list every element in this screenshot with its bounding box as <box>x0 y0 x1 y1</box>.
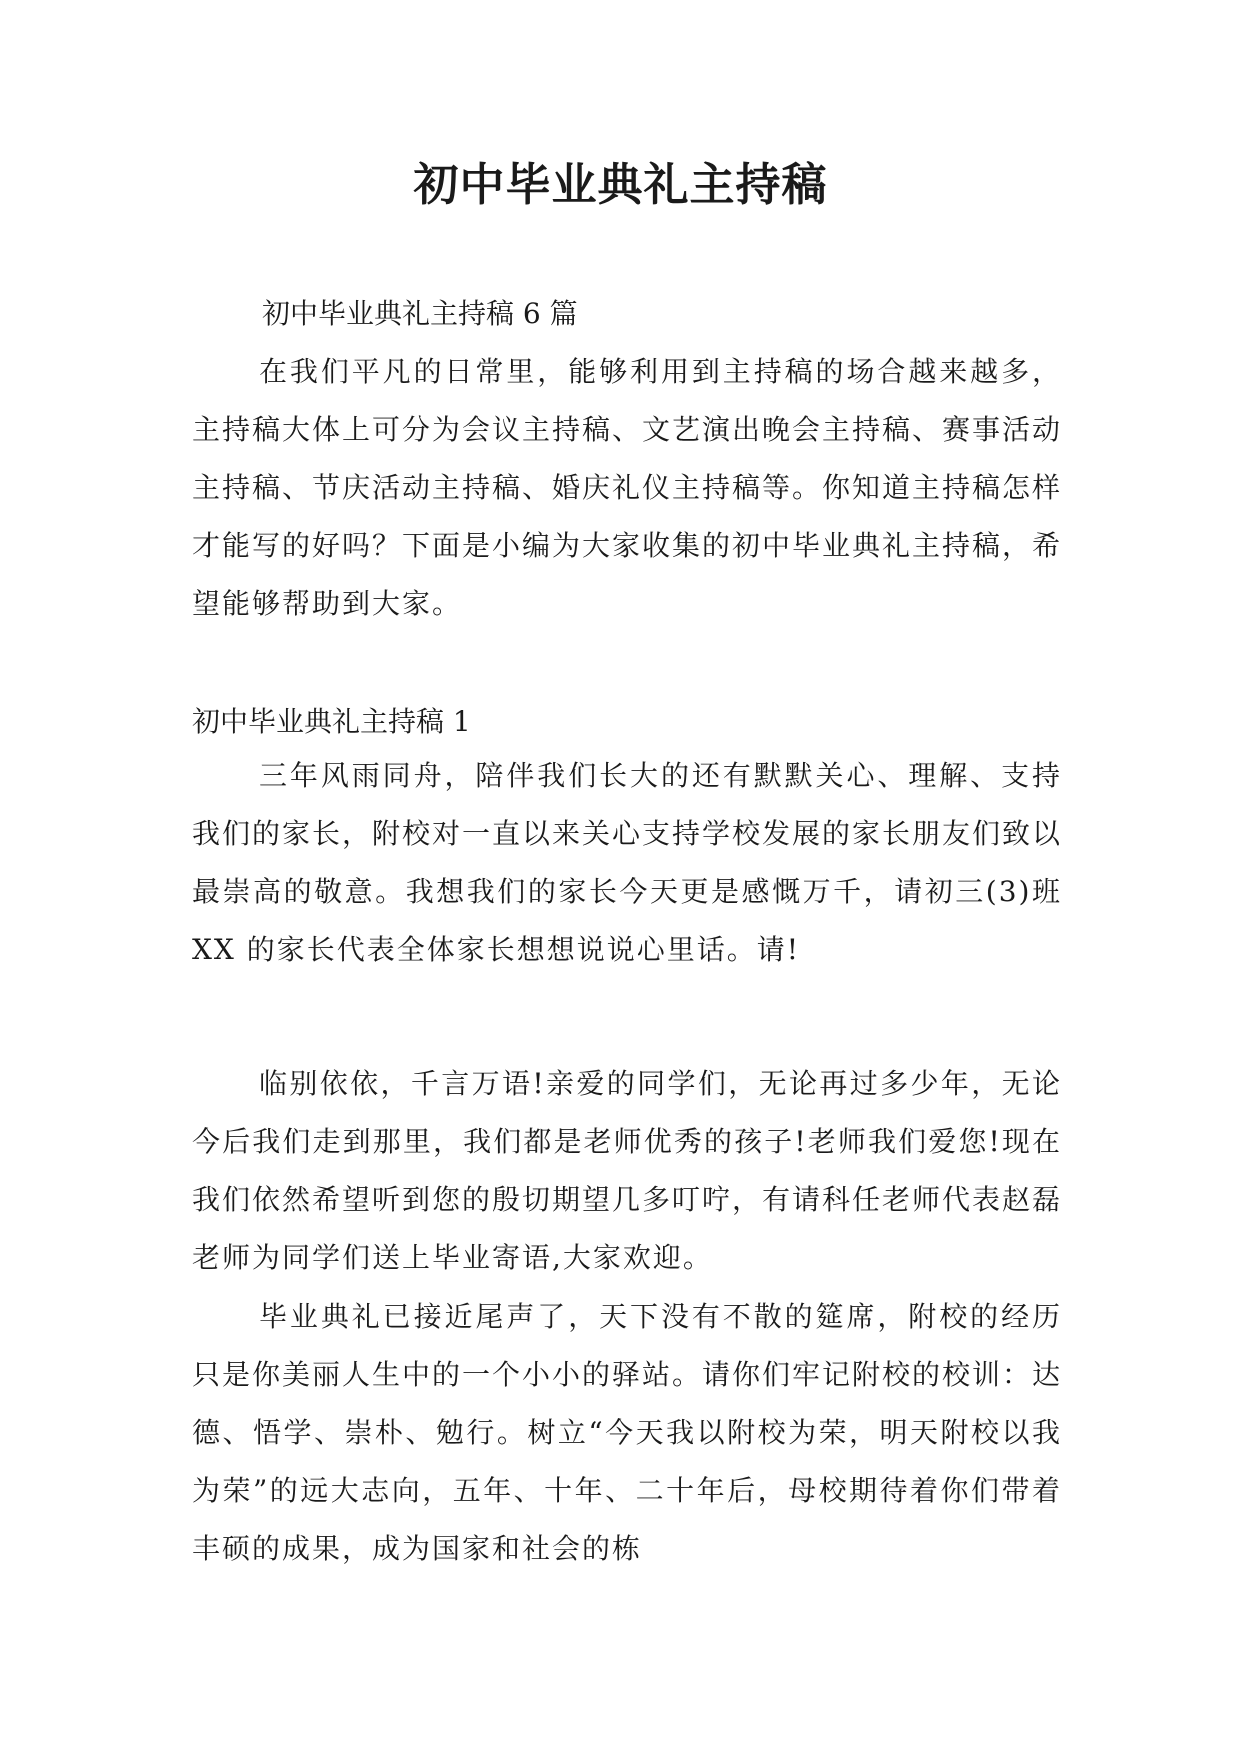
document-title: 初中毕业典礼主持稿 <box>413 158 828 211</box>
body-paragraph: 毕业典礼已接近尾声了，天下没有不散的筵席，附校的经历只是你美丽人生中的一个小小的驿站。请你们牢记附校的校训：达德、悟学、崇朴、勉行。树立“今天我以附校为荣，明天附校以我为荣”的远大志向，五年、十年、二十年后，母校期待着你们带着丰硕的成果，成为国家和社会的栋 <box>192 1300 1063 1565</box>
section-heading: 初中毕业典礼主持稿 1 <box>192 705 471 738</box>
intro-paragraph: 在我们平凡的日常里，能够利用到主持稿的场合越来越多，主持稿大体上可分为会议主持稿、文艺演出晚会主持稿、赛事活动主持稿、节庆活动主持稿、婚庆礼仪主持稿等。你知道主持稿怎样才能写的好吗？下面是小编为大家收集的初中毕业典礼主持稿，希望能够帮助到大家。 <box>192 355 1063 620</box>
document-subtitle: 初中毕业典礼主持稿 6 篇 <box>262 297 578 330</box>
body-paragraph: 三年风雨同舟，陪伴我们长大的还有默默关心、理解、支持我们的家长，附校对一直以来关心支持学校发展的家长朋友们致以最崇高的敬意。我想我们的家长今天更是感慨万千，请初三(3)班 XX 的家长代表全体家长想想说说心里话。请! <box>192 759 1063 966</box>
body-paragraph: 临别依依，千言万语!亲爱的同学们，无论再过多少年，无论今后我们走到那里，我们都是老师优秀的孩子!老师我们爱您!现在我们依然希望听到您的殷切期望几多叮咛，有请科任老师代表赵磊老师为同学们送上毕业寄语,大家欢迎。 <box>192 1067 1063 1274</box>
